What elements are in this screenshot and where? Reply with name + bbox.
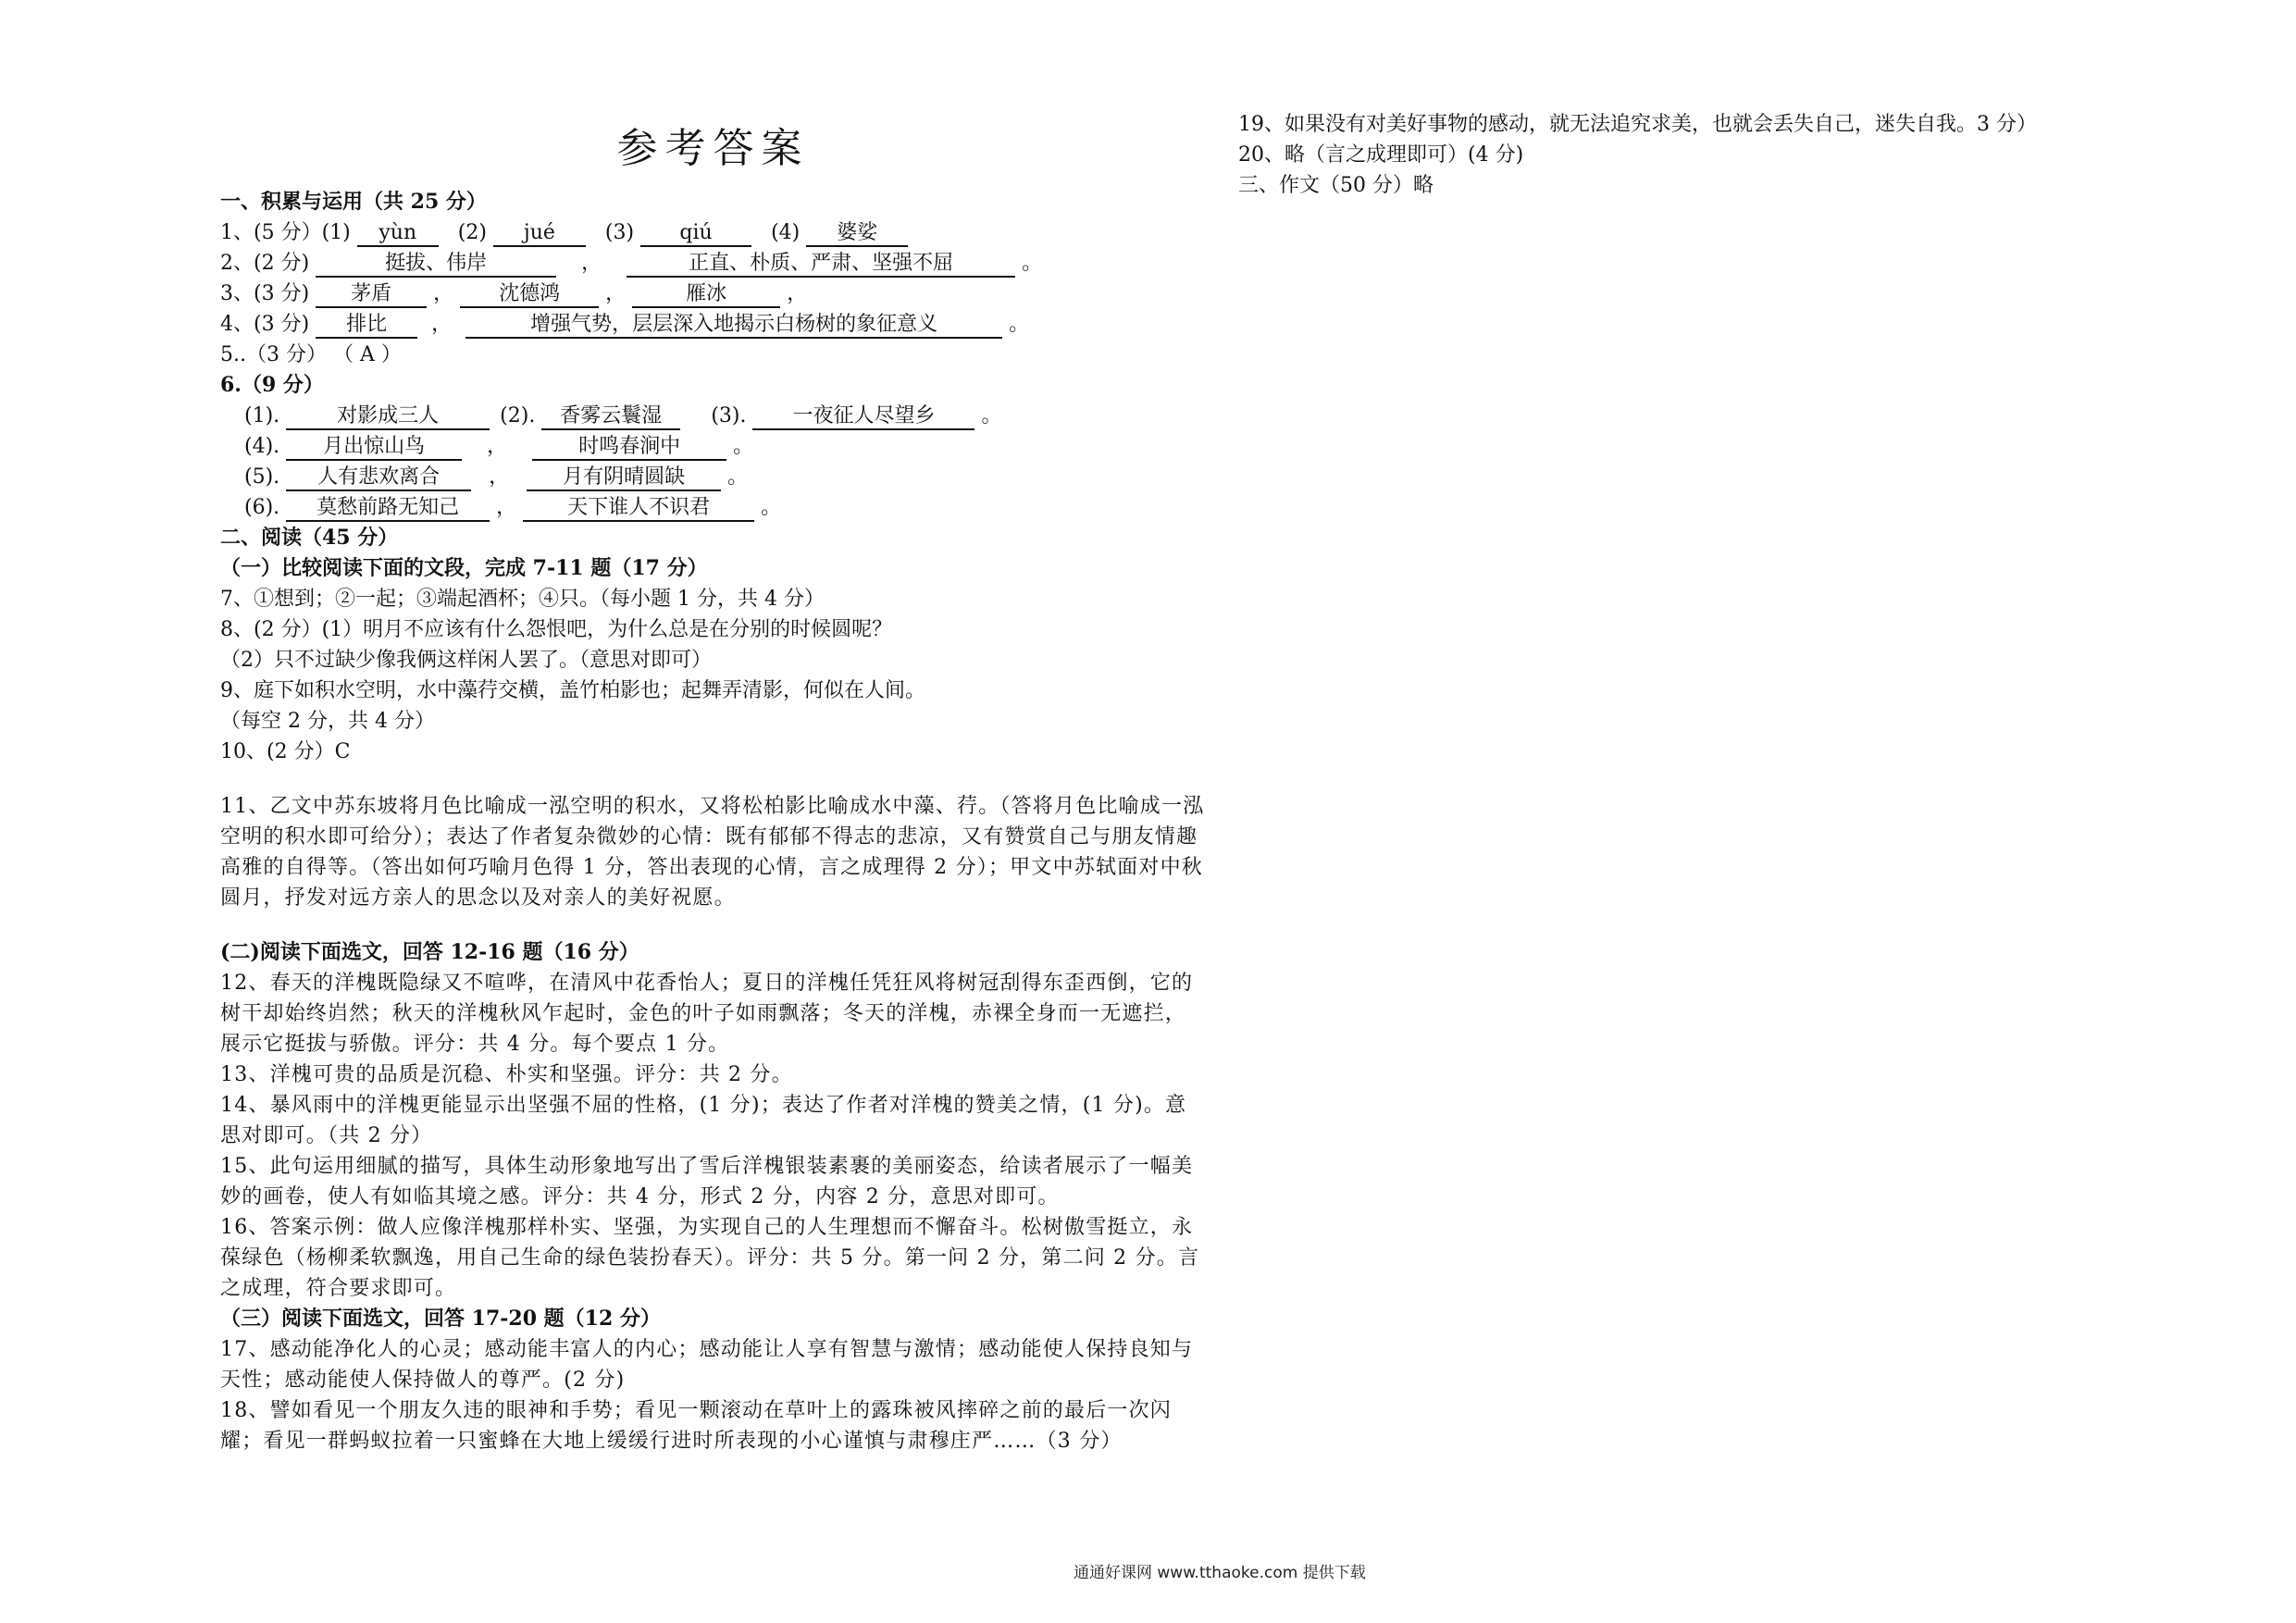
answer-q7: 7、①想到；②一起；③端起酒杯；④只。（每小题 1 分，共 4 分） [220, 588, 825, 611]
answer-q10: 10、(2 分）C [220, 740, 351, 763]
blank-q1-3: qiú [640, 221, 751, 247]
answer-q2: 2、(2 分) 挺拔、伟岸 ， 正直、朴质、严肃、坚强不屈 。 [220, 248, 1206, 279]
answer-q1: 1、(5 分）(1) yùn (2) jué (3) qiú (4) 婆娑 [220, 217, 1206, 248]
answer-q6-row4: (6). 莫愁前路无知己 ， 天下谁人不识君 。 [220, 492, 1206, 523]
answer-q15: 15、此句运用细腻的描写，具体生动形象地写出了雪后洋槐银装素裹的美丽姿态，给读者展示了一幅美妙的画卷，使人有如临其境之感。评分：共 4 分，形式 2 分，内容 2 分，意思对即可。 [220, 1155, 1194, 1208]
blank-q6-9: 天下谁人不识君 [523, 496, 754, 522]
blank-q6-1: 对影成三人 [286, 404, 490, 430]
answer-q17: 17、感动能净化人的心灵；感动能丰富人的内心；感动能让人享有智慧与激情；感动能使人保持良知与天性；感动能使人保持做人的尊严。(2 分) [220, 1338, 1194, 1392]
blank-q3-3: 雁冰 [632, 282, 780, 308]
blank-q2-2: 正直、朴质、严肃、坚强不屈 [627, 252, 1015, 278]
answer-q19: 19、如果没有对美好事物的感动，就无法追究求美，也就会丢失自己，迷失自我。3 分） [1238, 113, 2037, 136]
page-title: 参考答案 [616, 125, 810, 172]
answer-q6-row2: (4). 月出惊山鸟 ， 时鸣春涧中 。 [220, 431, 1206, 462]
blank-q4-2: 增强气势，层层深入地揭示白杨树的象征意义 [465, 313, 1002, 339]
q6-heading: 6.（9 分） [220, 373, 324, 397]
blank-q3-2: 沈德鸿 [460, 282, 599, 308]
part2-heading: (二)阅读下面选文，回答 12-16 题（16 分） [220, 940, 639, 964]
answer-q6-row1: (1). 对影成三人 (2). 香雾云鬟湿 (3). 一夜征人尽望乡 。 [220, 401, 1206, 431]
part3-heading: （三）阅读下面选文，回答 17-20 题（12 分） [220, 1307, 661, 1331]
blank-q4-1: 排比 [316, 313, 417, 339]
answer-q8-line2: （2）只不过缺少像我俩这样闲人罢了。（意思对即可） [220, 649, 712, 672]
blank-q1-2: jué [493, 221, 586, 247]
section1-heading: 一、积累与运用（共 25 分） [220, 190, 487, 214]
blank-q2-1: 挺拔、伟岸 [316, 252, 556, 278]
blank-q6-6: 人有悲欢离合 [286, 465, 471, 491]
left-column [220, 109, 1206, 1456]
blank-q6-3: 一夜征人尽望乡 [752, 404, 974, 430]
answer-q8-line1: 8、(2 分）(1）明月不应该有什么怨恨吧，为什么总是在分别的时候圆呢？ [220, 618, 893, 641]
blank-q6-5: 时鸣春涧中 [532, 435, 726, 461]
blank-q6-4: 月出惊山鸟 [286, 435, 462, 461]
part1-heading: （一）比较阅读下面的文段，完成 7-11 题（17 分） [220, 556, 708, 580]
blank-q6-8: 莫愁前路无知己 [286, 496, 490, 522]
answer-q11: 11、乙文中苏东坡将月色比喻成一泓空明的积水，又将松柏影比喻成水中藻、荇。（答将月色比喻成一泓空明的积水即可给分）；表达了作者复杂微妙的心情：既有郁郁不得志的悲凉，又有赞赏自己与朋友情趣高雅的自得等。（答出如何巧喻月色得 1 分，答出表现的心情，言之成理得 2 分）；甲文中苏轼面对中秋圆月，抒发对远方亲人的思念以及对亲人的美好祝愿。 [220, 795, 1205, 910]
answer-q18: 18、譬如看见一个朋友久违的眼神和手势；看见一颗滚动在草叶上的露珠被风摔碎之前的最后一次闪耀；看见一群蚂蚁拉着一只蜜蜂在大地上缓缓行进时所表现的小心谨慎与肃穆庄严……（3 分） [220, 1399, 1172, 1453]
answer-q20: 20、略（言之成理即可）(4 分) [1238, 143, 1524, 167]
answer-q5: 5..（3 分） （ A ） [220, 343, 402, 366]
answer-q4: 4、(3 分) 排比 ， 增强气势，层层深入地揭示白杨树的象征意义 。 [220, 309, 1206, 340]
answer-q12: 12、春天的洋槐既隐绿又不喧哗，在清风中花香怡人；夏日的洋槐任凭狂风将树冠刮得东歪西倒，它的树干却始终岿然；秋天的洋槐秋风乍起时，金色的叶子如雨飘落；冬天的洋槐，赤裸全身而一无遮拦，展示它挺拔与骄傲。评分：共 4 分。每个要点 1 分。 [220, 972, 1194, 1056]
answer-q14: 14、暴风雨中的洋槐更能显示出坚强不屈的性格，(1 分)；表达了作者对洋槐的赞美之情，(1 分)。意思对即可。（共 2 分） [220, 1094, 1187, 1147]
answer-q3: 3、(3 分) 茅盾 ， 沈德鸿 ， 雁冰 ， [220, 279, 1206, 309]
blank-q3-1: 茅盾 [316, 282, 427, 308]
section2-heading: 二、阅读（45 分） [220, 526, 399, 550]
blank-q6-2: 香雾云鬟湿 [541, 404, 680, 430]
answer-q9-line2: （每空 2 分，共 4 分） [220, 710, 435, 733]
blank-q1-1: yùn [357, 221, 439, 247]
answer-q6-row3: (5). 人有悲欢离合 ， 月有阴晴圆缺 。 [220, 462, 1206, 492]
section3-heading: 三、作文（50 分）略 [1238, 174, 1433, 197]
answer-q16: 16、答案示例：做人应像洋槐那样朴实、坚强，为实现自己的人生理想而不懈奋斗。松树傲雪挺立，永葆绿色（杨柳柔软飘逸，用自己生命的绿色装扮春天）。评分：共 5 分。第一问 2 分，第二问 2 分。言之成理，符合要求即可。 [220, 1216, 1200, 1300]
right-column [1238, 109, 2256, 201]
blank-q6-7: 月有阴晴圆缺 [527, 465, 721, 491]
answer-q9-line1: 9、庭下如积水空明，水中藻荇交横，盖竹柏影也；起舞弄清影，何似在人间。 [220, 679, 925, 702]
answer-q13: 13、洋槐可贵的品质是沉稳、朴实和坚强。评分：共 2 分。 [220, 1063, 793, 1086]
footer-credit: 通通好课网 www.tthaoke.com 提供下载 [1074, 1564, 1366, 1582]
blank-q1-4: 婆娑 [806, 221, 908, 247]
